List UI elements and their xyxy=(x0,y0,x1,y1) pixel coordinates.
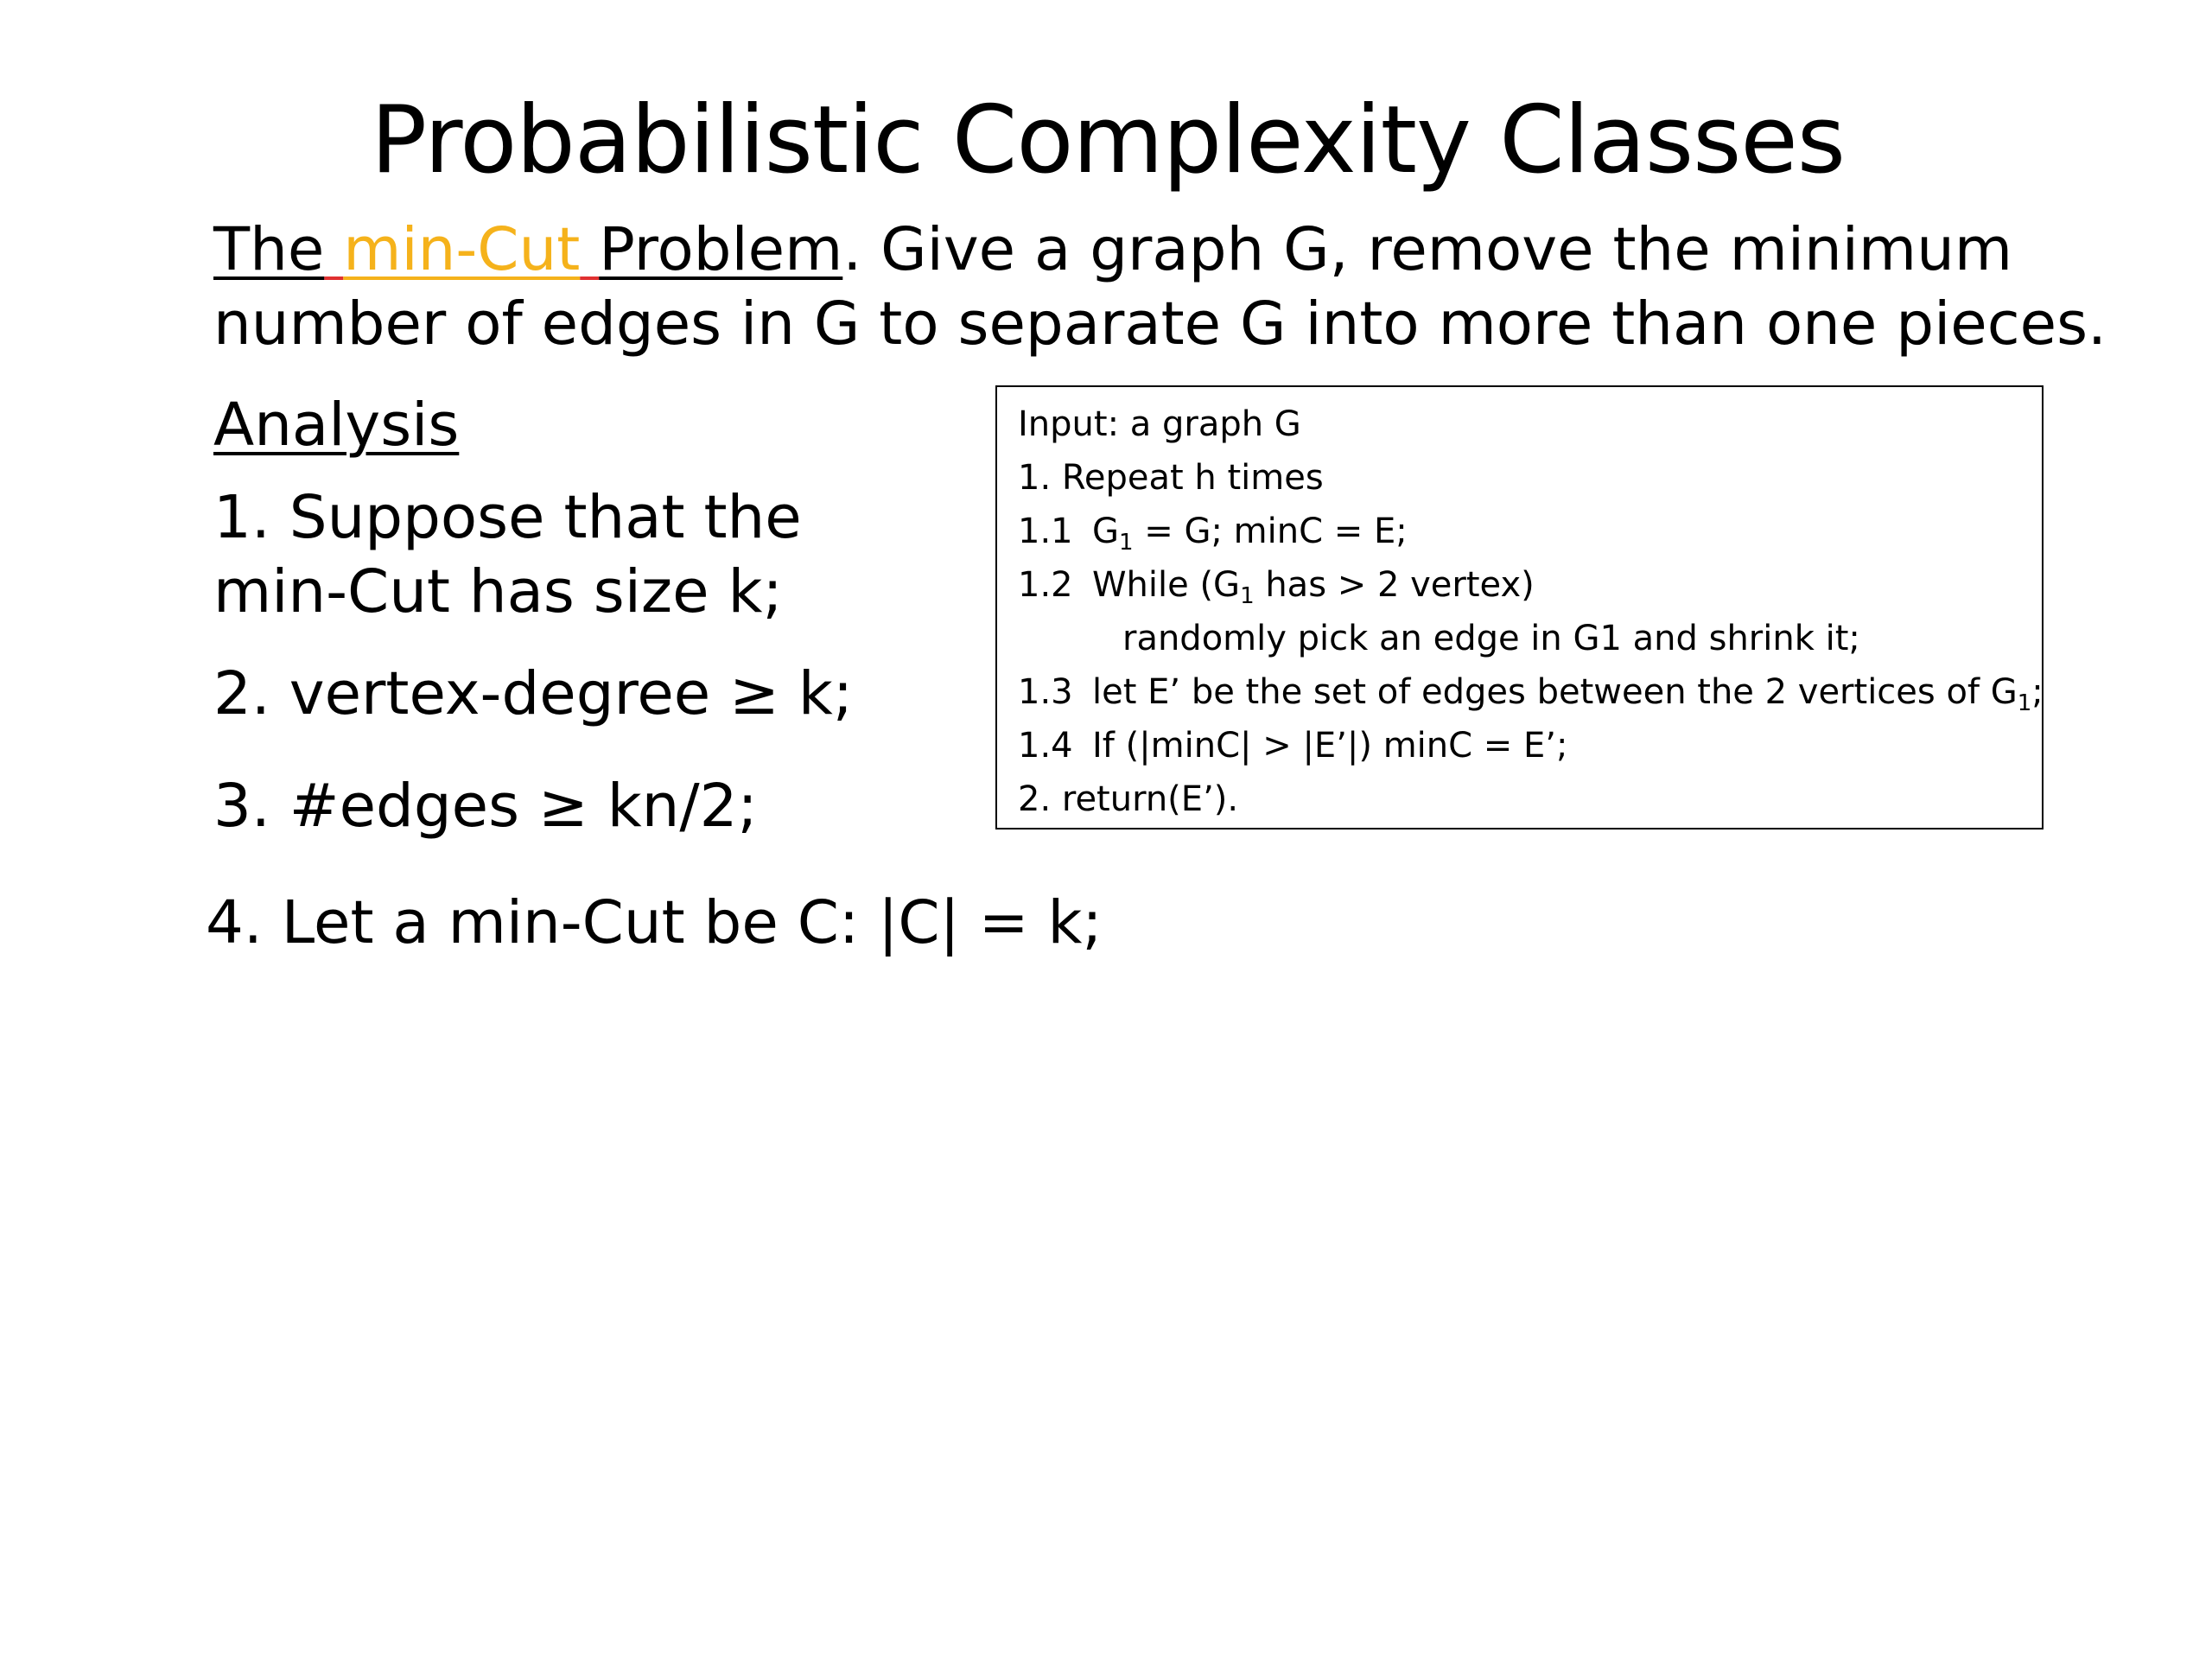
step-text-a: let E’ be the set of edges between the 2 vertices of G xyxy=(1092,672,2018,712)
algo-step-1-4 xyxy=(1018,724,1568,767)
step-text-a: G xyxy=(1092,512,1119,551)
the-word: The xyxy=(213,215,325,284)
step-text-a: While (G xyxy=(1092,565,1241,605)
step-text-b: = G; minC = E; xyxy=(1133,512,1408,551)
algo-step-1-2 xyxy=(1018,563,1535,607)
subscript: 1 xyxy=(1119,530,1134,556)
algo-repeat-line: 1. Repeat h times xyxy=(1018,458,1324,498)
problem-line-1 xyxy=(213,213,2166,287)
problem-line-2: number of edges in G to separate G into more than one pieces. xyxy=(213,289,2107,359)
point-1 xyxy=(213,480,802,629)
point-4: 4. Let a min-Cut be C: |C| = k; xyxy=(206,888,1103,957)
step-number: 1.2 xyxy=(1018,565,1073,605)
subscript: 1 xyxy=(2017,690,2032,716)
algo-step-1-1 xyxy=(1018,510,1408,556)
slide-title xyxy=(0,85,2212,197)
analysis-heading: Analysis xyxy=(213,391,460,460)
algo-step-1-3 xyxy=(1018,671,2044,714)
point-1-line-2: min-Cut has size k; xyxy=(213,557,783,626)
underline-space-2 xyxy=(580,215,599,284)
slide-title-text: Probabilistic Complexity Classes xyxy=(370,86,1846,194)
step-number: 1.4 xyxy=(1018,726,1073,766)
point-1-line-1: 1. Suppose that the xyxy=(213,483,802,552)
algo-shrink-line: randomly pick an edge in G1 and shrink it; xyxy=(1122,619,1860,658)
step-text-b: has > 2 vertex) xyxy=(1254,565,1535,605)
step-text-a: If (|minC| > |E’|) minC = E’; xyxy=(1092,726,1568,766)
step-number: 1.1 xyxy=(1018,512,1073,551)
min-cut-highlight: min-Cut xyxy=(343,215,581,284)
problem-line-1-rest: . Give a graph G, remove the minimum xyxy=(842,215,2013,284)
step-text-b: ; xyxy=(2031,672,2044,712)
step-number: 1.3 xyxy=(1018,672,1073,712)
algorithm-box xyxy=(995,385,2044,830)
problem-word: Problem xyxy=(599,215,843,284)
point-3: 3. #edges ≥ kn/2; xyxy=(213,772,758,841)
problem-statement xyxy=(213,213,2166,361)
algo-return-line: 2. return(E’). xyxy=(1018,779,1239,819)
point-2: 2. vertex-degree ≥ k; xyxy=(213,659,854,728)
algo-input-line: Input: a graph G xyxy=(1018,404,1301,444)
underline-space-1 xyxy=(324,215,343,284)
subscript: 1 xyxy=(1240,583,1255,609)
